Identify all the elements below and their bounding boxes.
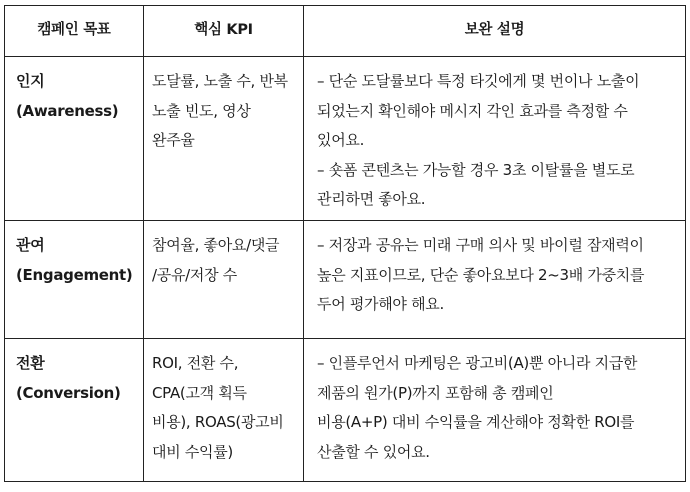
kpi-cell <box>144 221 304 339</box>
header-campaign-goal: 캠페인 목표 <box>5 6 144 57</box>
description-line: 관리하면 좋아요. <box>317 190 426 208</box>
description-line: 비용(A+P) 대비 수익률을 계산해야 정확한 ROI를 <box>317 413 635 431</box>
goal-english: (Conversion) <box>16 383 121 402</box>
kpi-cell <box>144 57 304 221</box>
description-line: 있어요. <box>317 131 365 149</box>
description-line: – 저장과 공유는 미래 구매 의사 및 바이럴 잠재력이 <box>317 236 644 254</box>
description-line: 되었는지 확인해야 메시지 각인 효과를 측정할 수 <box>317 101 628 120</box>
header-supplementary-description: 보완 설명 <box>304 6 686 57</box>
kpi-line: 참여율, 좋아요/댓글 <box>152 236 280 254</box>
kpi-table-container <box>4 5 685 488</box>
kpi-line: ROI, 전환 수, <box>152 354 239 372</box>
description-line: 제품의 원가(P)까지 포함해 총 캠페인 <box>317 383 554 402</box>
campaign-kpi-table <box>4 5 686 482</box>
table-row-awareness <box>5 57 686 221</box>
goal-korean: 인지 <box>16 72 45 90</box>
goal-cell <box>5 57 144 221</box>
description-line: 두어 평가해야 해요. <box>317 295 444 313</box>
kpi-line: 완주율 <box>152 131 195 149</box>
description-line: – 인플루언서 마케팅은 광고비(A)뿐 아니라 지급한 <box>317 354 638 372</box>
goal-cell <box>5 339 144 482</box>
header-core-kpi: 핵심 KPI <box>144 6 304 57</box>
kpi-line: 비용), ROAS(광고비 <box>152 413 284 431</box>
description-line: – 숏폼 콘텐츠는 가능할 경우 3초 이탈률을 별도로 <box>317 160 635 179</box>
kpi-line: 대비 수익률) <box>152 442 233 461</box>
description-line: 산출할 수 있어요. <box>317 442 430 461</box>
goal-cell <box>5 221 144 339</box>
kpi-line: CPA(고객 획득 <box>152 383 247 402</box>
goal-korean: 관여 <box>16 236 45 254</box>
table-header-row <box>5 6 686 57</box>
description-cell <box>304 221 686 339</box>
kpi-line: 노출 빈도, 영상 <box>152 101 251 120</box>
goal-korean: 전환 <box>16 354 45 372</box>
goal-english: (Engagement) <box>16 265 133 284</box>
description-cell <box>304 57 686 221</box>
kpi-line: /공유/저장 수 <box>152 265 237 284</box>
description-cell <box>304 339 686 482</box>
table-row-engagement <box>5 221 686 339</box>
kpi-cell <box>144 339 304 482</box>
table-row-conversion <box>5 339 686 482</box>
kpi-line: 도달률, 노출 수, 반복 <box>152 72 288 90</box>
goal-english: (Awareness) <box>16 101 119 120</box>
description-line: 높은 지표이므로, 단순 좋아요보다 2~3배 가중치를 <box>317 265 645 284</box>
description-line: – 단순 도달률보다 특정 타깃에게 몇 번이나 노출이 <box>317 72 640 90</box>
